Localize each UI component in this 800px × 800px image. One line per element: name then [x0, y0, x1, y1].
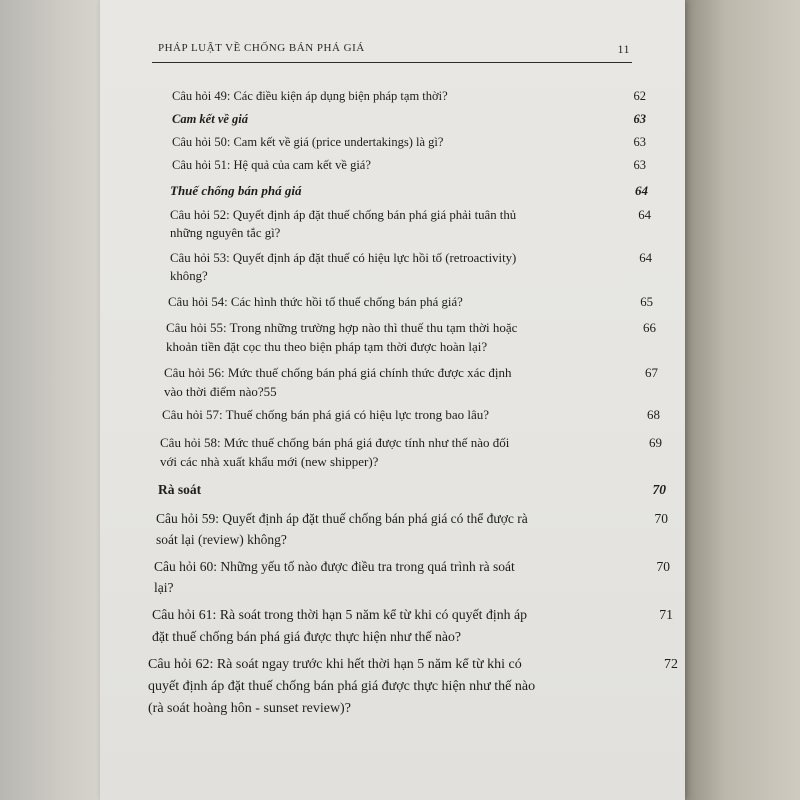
toc-page-number: 69 [649, 435, 662, 450]
toc-entry-line: lại? [154, 580, 174, 595]
toc-entry-text [160, 433, 638, 471]
toc-entry-text [154, 556, 644, 598]
table-of-contents [100, 0, 685, 800]
toc-entry-line: Câu hỏi 50: Cam kết về giá (price undertakings) là gì? [172, 135, 444, 149]
toc-entry-text [170, 206, 628, 242]
toc-entry [154, 556, 670, 598]
toc-entry-text [168, 293, 628, 311]
toc-entry-text [170, 249, 628, 285]
toc-entry-text [166, 318, 636, 356]
toc-entry-line: Câu hỏi 60: Những yếu tố nào được điều tra trong quá trình rà soát [154, 559, 515, 574]
toc-entry-line: Câu hỏi 51: Hệ quả của cam kết về giá? [172, 158, 371, 172]
toc-entry-line: soát lại (review) không? [156, 532, 287, 547]
toc-entry [172, 134, 646, 151]
background-left [0, 0, 110, 800]
toc-section-title [170, 182, 620, 199]
toc-entry-text [164, 363, 636, 401]
toc-page-number: 63 [633, 135, 646, 149]
toc-entry-line: không? [170, 269, 208, 283]
toc-entry-line: Cam kết về giá [172, 112, 249, 126]
toc-entry-line: quyết định áp đặt thuế chống bán phá giá được thực hiện như thế nào [148, 679, 536, 694]
toc-entry-text [152, 604, 646, 648]
toc-entry-line: Rà soát [158, 482, 202, 497]
toc-entry-line: với các nhà xuất khẩu mới (new shipper)? [160, 454, 379, 469]
toc-section-heading [158, 480, 666, 499]
toc-entry [168, 293, 653, 311]
toc-entry-line: đặt thuế chống bán phá giá được thực hiện như thế nào? [152, 629, 462, 644]
toc-entry [172, 88, 646, 105]
toc-entry [156, 508, 668, 550]
toc-entry [170, 206, 651, 242]
page-number: 11 [617, 42, 630, 56]
toc-section-heading [170, 182, 648, 199]
toc-entry-line: Câu hỏi 59: Quyết định áp đặt thuế chống bán phá giá có thể được rà [156, 511, 528, 526]
toc-page-number: 62 [633, 89, 646, 103]
toc-entry-line: (rà soát hoàng hôn - sunset review)? [148, 701, 351, 716]
toc-entry-line: Câu hỏi 54: Các hình thức hồi tố thuế chống bán phá giá? [168, 295, 463, 309]
toc-entry [152, 604, 673, 648]
toc-page-number: 70 [654, 511, 668, 526]
background-right [675, 0, 800, 800]
toc-entry-line: Câu hỏi 57: Thuế chống bán phá giá có hiệu lực trong bao lâu? [162, 407, 490, 422]
toc-entry-text [162, 405, 636, 424]
toc-page-number: 72 [664, 657, 678, 672]
toc-entry [166, 318, 656, 356]
toc-page-number: 64 [635, 183, 648, 198]
toc-entry [162, 405, 660, 424]
toc-page-number: 63 [633, 112, 646, 126]
running-header-title: PHÁP LUẬT VỀ CHỐNG BÁN PHÁ GIÁ [158, 42, 365, 54]
toc-entry-line: Câu hỏi 62: Rà soát ngay trước khi hết thời hạn 5 năm kể từ khi có [148, 657, 522, 672]
toc-entry [148, 654, 678, 720]
toc-entry-line: Câu hỏi 52: Quyết định áp đặt thuế chống bán phá giá phải tuân thủ [170, 208, 517, 222]
toc-entry-text [172, 134, 612, 151]
toc-entry-line: những nguyên tắc gì? [170, 226, 281, 240]
toc-page-number: 64 [638, 208, 651, 222]
toc-page-number: 64 [639, 251, 652, 265]
toc-entry [172, 157, 646, 174]
toc-page-number: 71 [659, 607, 673, 622]
toc-entry [164, 363, 658, 401]
toc-section-title [158, 480, 644, 499]
book-page [100, 0, 685, 800]
toc-entry-line: Câu hỏi 53: Quyết định áp đặt thuế có hiệu lực hồi tố (retroactivity) [170, 251, 517, 265]
toc-page-number: 68 [647, 407, 660, 422]
toc-entry-line: Thuế chống bán phá giá [170, 183, 302, 198]
toc-entry-text [148, 654, 648, 720]
toc-entry-text [172, 88, 612, 105]
toc-entry-line: Câu hỏi 61: Rà soát trong thời hạn 5 năm kể từ khi có quyết định áp [152, 607, 527, 622]
toc-entry-line: Câu hỏi 55: Trong những trường hợp nào thì thuế thu tạm thời hoặc [166, 320, 518, 335]
toc-page-number: 63 [633, 158, 646, 172]
toc-page-number: 70 [652, 482, 666, 497]
toc-section-title [172, 111, 612, 128]
toc-entry [160, 433, 662, 471]
toc-page-number: 65 [640, 295, 653, 309]
toc-entry-line: Câu hỏi 56: Mức thuế chống bán phá giá chính thức được xác định [164, 365, 512, 380]
toc-section-heading [172, 111, 646, 128]
toc-entry-line: Câu hỏi 49: Các điều kiện áp dụng biện pháp tạm thời? [172, 89, 448, 103]
toc-entry-text [172, 157, 612, 174]
toc-page-number: 67 [645, 365, 658, 380]
toc-page-number: 70 [656, 559, 670, 574]
toc-entry [170, 249, 652, 285]
toc-entry-line: khoản tiền đặt cọc thu theo biện pháp tạm thời được hoàn lại? [166, 339, 488, 354]
toc-page-number: 66 [643, 320, 656, 335]
toc-entry-line: vào thời điểm nào?55 [164, 384, 277, 399]
toc-entry-text [156, 508, 644, 550]
toc-entry-line: Câu hỏi 58: Mức thuế chống bán phá giá được tính như thế nào đối [160, 435, 510, 450]
